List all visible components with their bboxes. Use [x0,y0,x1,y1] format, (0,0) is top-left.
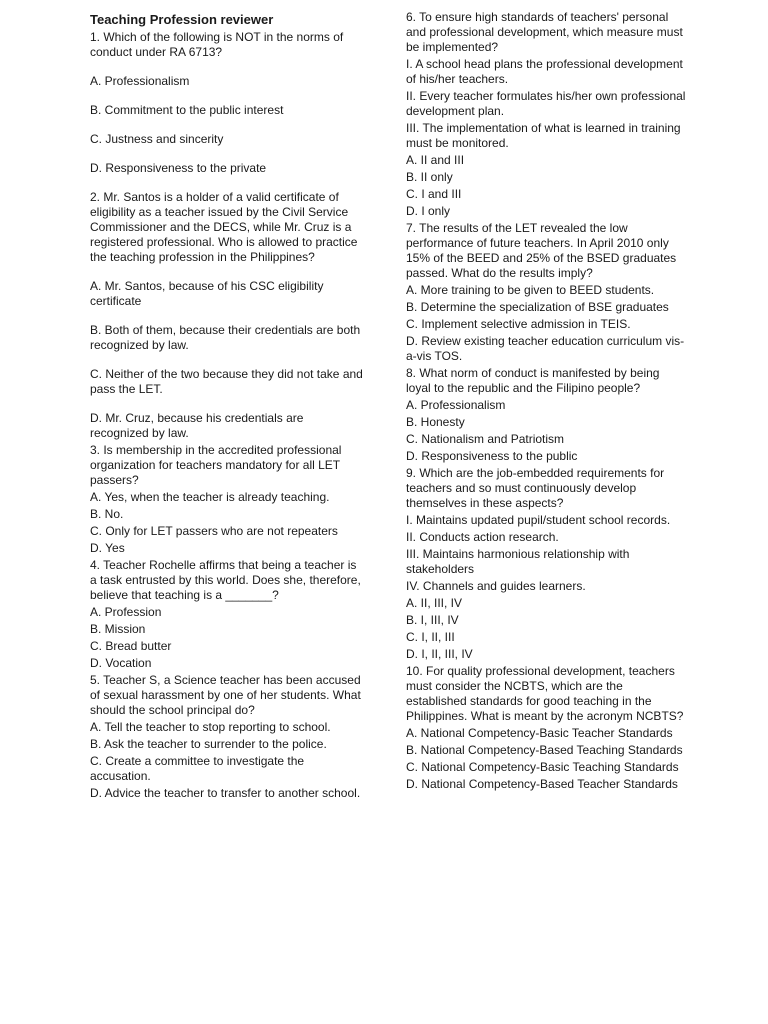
question-7: 7. The results of the LET revealed the low performance of future teachers. In April 2010 only 15% of the BEED and 25% of the BSED graduates passed. What do the results imply? [406,221,677,280]
document-title: Teaching Profession reviewer [90,12,274,27]
question-5: 5. Teacher S, a Science teacher has been accused of sexual harassment by one of her students. What should the school principal do? [90,673,361,717]
option-3b: B. No. [90,507,124,521]
option-4c: C. Bread butter [90,639,172,653]
option-4b: B. Mission [90,622,146,636]
option-10c: C. National Competency-Basic Teaching Standards [406,760,679,774]
option-9a: A. II, III, IV [406,596,463,610]
option-7a: A. More training to be given to BEED students. [406,283,655,297]
option-6a: A. II and III [406,153,465,167]
option-10b: B. National Competency-Based Teaching Standards [406,743,683,757]
statement-6-ii: II. Every teacher formulates his/her own professional development plan. [406,89,686,118]
option-10d: D. National Competency-Based Teacher Standards [406,777,678,791]
option-8d: D. Responsiveness to the public [406,449,578,463]
option-3a: A. Yes, when the teacher is already teaching. [90,490,330,504]
question-3: 3. Is membership in the accredited professional organization for teachers mandatory for all LET passers? [90,443,342,487]
option-10a: A. National Competency-Basic Teacher Standards [406,726,673,740]
question-10: 10. For quality professional development, teachers must consider the NCBTS, which are the established standards for good teaching in the Philippines. What is meant by the acronym NCBTS? [406,664,684,723]
question-1: 1. Which of the following is NOT in the norms of conduct under RA 6713? [90,30,344,59]
question-6: 6. To ensure high standards of teachers' personal and professional development, which measure must be implemented? [406,10,683,54]
option-5a: A. Tell the teacher to stop reporting to school. [90,720,331,734]
option-1c: C. Justness and sincerity [90,132,224,146]
option-1d: D. Responsiveness to the private [90,161,267,175]
option-1b: B. Commitment to the public interest [90,103,284,117]
option-7d: D. Review existing teacher education curriculum vis-a-vis TOS. [406,334,685,363]
option-3d: D. Yes [90,541,125,555]
option-4a: A. Profession [90,605,162,619]
option-5d: D. Advice the teacher to transfer to another school. [90,786,361,800]
question-2: 2. Mr. Santos is a holder of a valid certificate of eligibility as a teacher issued by the Civil Service Commissioner and the DECS, while Mr. Cruz is a registered professional. Who is allowed to practice the teaching profession in the Philippines? [90,190,358,264]
option-4d: D. Vocation [90,656,152,670]
option-3c: C. Only for LET passers who are not repeaters [90,524,338,538]
option-6d: D. I only [406,204,451,218]
question-4: 4. Teacher Rochelle affirms that being a teacher is a task entrusted by this world. Does she, therefore, believe that teaching is a _______? [90,558,361,602]
right-column [406,10,686,794]
option-1a: A. Professionalism [90,74,190,88]
option-5b: B. Ask the teacher to surrender to the police. [90,737,327,751]
statement-9-iii: III. Maintains harmonious relationship with stakeholders [406,547,630,576]
question-9: 9. Which are the job-embedded requirements for teachers and so must continuously develop themselves in these aspects? [406,466,665,510]
option-2c: C. Neither of the two because they did not take and pass the LET. [90,367,363,396]
option-7c: C. Implement selective admission in TEIS. [406,317,631,331]
option-2d: D. Mr. Cruz, because his credentials are recognized by law. [90,411,304,440]
option-2b: B. Both of them, because their credentials are both recognized by law. [90,323,361,352]
statement-9-iv: IV. Channels and guides learners. [406,579,586,593]
statement-6-i: I. A school head plans the professional development of his/her teachers. [406,57,683,86]
question-8: 8. What norm of conduct is manifested by being loyal to the republic and the Filipino people? [406,366,660,395]
left-column [90,10,365,803]
option-9d: D. I, II, III, IV [406,647,473,661]
option-8c: C. Nationalism and Patriotism [406,432,565,446]
option-6c: C. I and III [406,187,462,201]
statement-9-i: I. Maintains updated pupil/student school records. [406,513,671,527]
statement-9-ii: II. Conducts action research. [406,530,559,544]
option-2a: A. Mr. Santos, because of his CSC eligibility certificate [90,279,324,308]
option-6b: B. II only [406,170,453,184]
option-8a: A. Professionalism [406,398,506,412]
option-7b: B. Determine the specialization of BSE graduates [406,300,669,314]
statement-6-iii: III. The implementation of what is learned in training must be monitored. [406,121,681,150]
option-8b: B. Honesty [406,415,465,429]
option-5c: C. Create a committee to investigate the accusation. [90,754,305,783]
option-9c: C. I, II, III [406,630,455,644]
option-9b: B. I, III, IV [406,613,459,627]
